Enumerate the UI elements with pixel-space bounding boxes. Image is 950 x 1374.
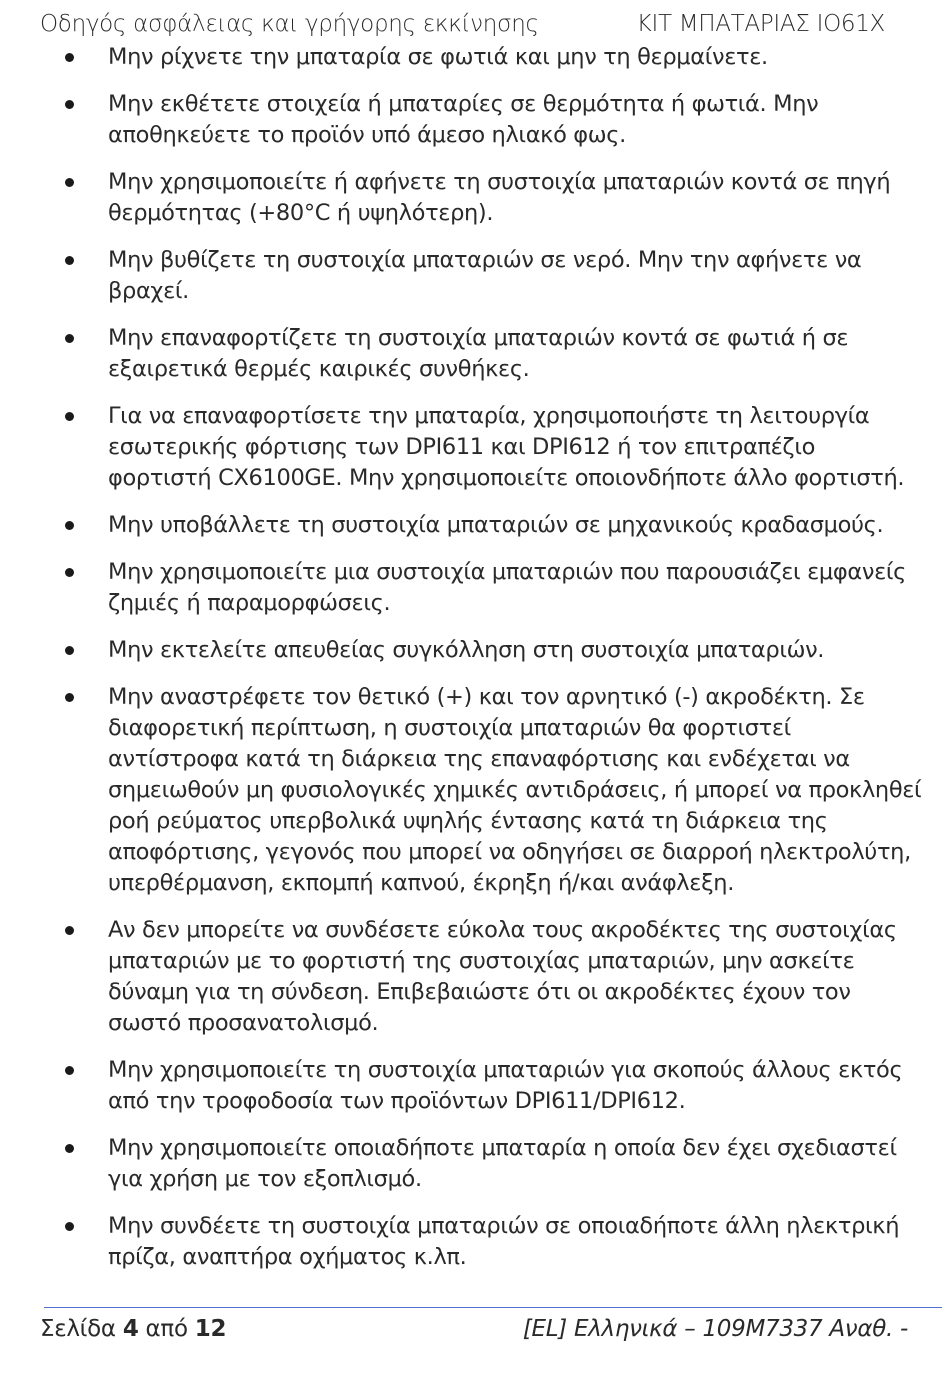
page-header [40,8,885,40]
list-item [62,1055,922,1117]
list-item [62,510,922,541]
list-item-text: Για να επαναφορτίσετε την μπαταρία, χρησιμοποιήστε τη λειτουργία εσωτερικής φόρτισης των DPI611 και DPI612 ή τον επιτραπέζιο φορτιστή CX6100GE. Μην χρησιμοποιείτε οποιονδήποτε άλλο φορτιστή. [108,403,905,491]
footer-divider [44,1307,942,1308]
header-product: ΚΙΤ ΜΠΑΤΑΡΙΑΣ IO61X [636,11,885,37]
list-item [62,682,922,899]
list-item-text: Μην ρίχνετε την μπαταρία σε φωτιά και μην τη θερμαίνετε. [108,44,768,70]
list-item-text: Μην υποβάλλετε τη συστοιχία μπαταριών σε μηχανικούς κραδασμούς. [108,512,884,538]
list-item [62,323,922,385]
bullet-icon [65,53,74,62]
document-reference: [EL] Ελληνικά – 109M7337 Αναθ. - [522,1316,908,1342]
page-label: Σελίδα [40,1316,116,1342]
list-item [62,557,922,619]
list-item-text: Μην συνδέετε τη συστοιχία μπαταριών σε οποιαδήποτε άλλη ηλεκτρική πρίζα, αναπτήρα οχήματος κ.λπ. [108,1213,900,1270]
bullet-icon [65,256,74,265]
bullet-icon [65,521,74,530]
list-item-text: Μην επαναφορτίζετε τη συστοιχία μπαταριών κοντά σε φωτιά ή σε εξαιρετικά θερμές καιρικές συνθήκες. [108,325,849,382]
bullet-icon [65,100,74,109]
bullet-icon [65,568,74,577]
list-item [62,245,922,307]
of-label: από [145,1316,188,1342]
list-item-text: Μην χρησιμοποιείτε ή αφήνετε τη συστοιχία μπαταριών κοντά σε πηγή θερμότητας (+80°C ή υψηλότερη). [108,169,891,226]
bullet-icon [65,926,74,935]
page-footer [40,1312,908,1346]
list-item-text: Μην χρησιμοποιείτε οποιαδήποτε μπαταρία η οποία δεν έχει σχεδιαστεί για χρήση με τον εξοπλισμό. [108,1135,897,1192]
list-item [62,915,922,1039]
page-total: 12 [194,1316,227,1342]
list-item [62,89,922,151]
bullet-icon [65,1222,74,1231]
list-item [62,1133,922,1195]
bullet-icon [65,1144,74,1153]
safety-bullet-list [62,42,922,1289]
bullet-icon [65,693,74,702]
list-item [62,1211,922,1273]
bullet-icon [65,412,74,421]
list-item [62,167,922,229]
list-item-text: Μην βυθίζετε τη συστοιχία μπαταριών σε νερό. Μην την αφήνετε να βραχεί. [108,247,862,304]
list-item [62,42,922,73]
list-item [62,401,922,494]
page-number: 4 [122,1316,139,1342]
page-indicator [40,1312,226,1346]
list-item-text: Μην αναστρέφετε τον θετικό (+) και τον αρνητικό (-) ακροδέκτη. Σε διαφορετική περίπτωση, η συστοιχία μπαταριών θα φορτιστεί αντίστροφα κατά τη διάρκεια της επαναφόρτισης και ενδέχεται να σημειωθούν μη φυσιολογικές χημικές αντιδράσεις, ή μπορεί να προκληθεί ροή ρεύματος υπερβολικά υψηλής έντασης κατά τη διάρκεια της αποφόρτισης, γεγονός που μπορεί να οδηγήσει σε διαρροή ηλεκτρολύτη, υπερθέρμανση, εκπομπή καπνού, έκρηξη ή/και ανάφλεξη. [108,684,922,896]
list-item [62,635,922,666]
list-item-text: Μην χρησιμοποιείτε μια συστοιχία μπαταριών που παρουσιάζει εμφανείς ζημιές ή παραμορφώσεις. [108,559,906,616]
header-title: Οδηγός ασφάλειας και γρήγορης εκκίνησης [40,11,539,37]
bullet-icon [65,1066,74,1075]
bullet-icon [65,646,74,655]
list-item-text: Μην εκτελείτε απευθείας συγκόλληση στη συστοιχία μπαταριών. [108,637,825,663]
bullet-icon [65,178,74,187]
list-item-text: Αν δεν μπορείτε να συνδέσετε εύκολα τους ακροδέκτες της συστοιχίας μπαταριών με το φορτιστή της συστοιχίας μπαταριών, μην ασκείτε δύναμη για τη σύνδεση. Επιβεβαιώστε ότι οι ακροδέκτες έχουν τον σωστό προσανατολισμό. [108,917,897,1036]
bullet-icon [65,334,74,343]
list-item-text: Μην εκθέτετε στοιχεία ή μπαταρίες σε θερμότητα ή φωτιά. Μην αποθηκεύετε το προϊόν υπό άμεσο ηλιακό φως. [108,91,819,148]
list-item-text: Μην χρησιμοποιείτε τη συστοιχία μπαταριών για σκοπούς άλλους εκτός από την τροφοδοσία των προϊόντων DPI611/DPI612. [108,1057,903,1114]
